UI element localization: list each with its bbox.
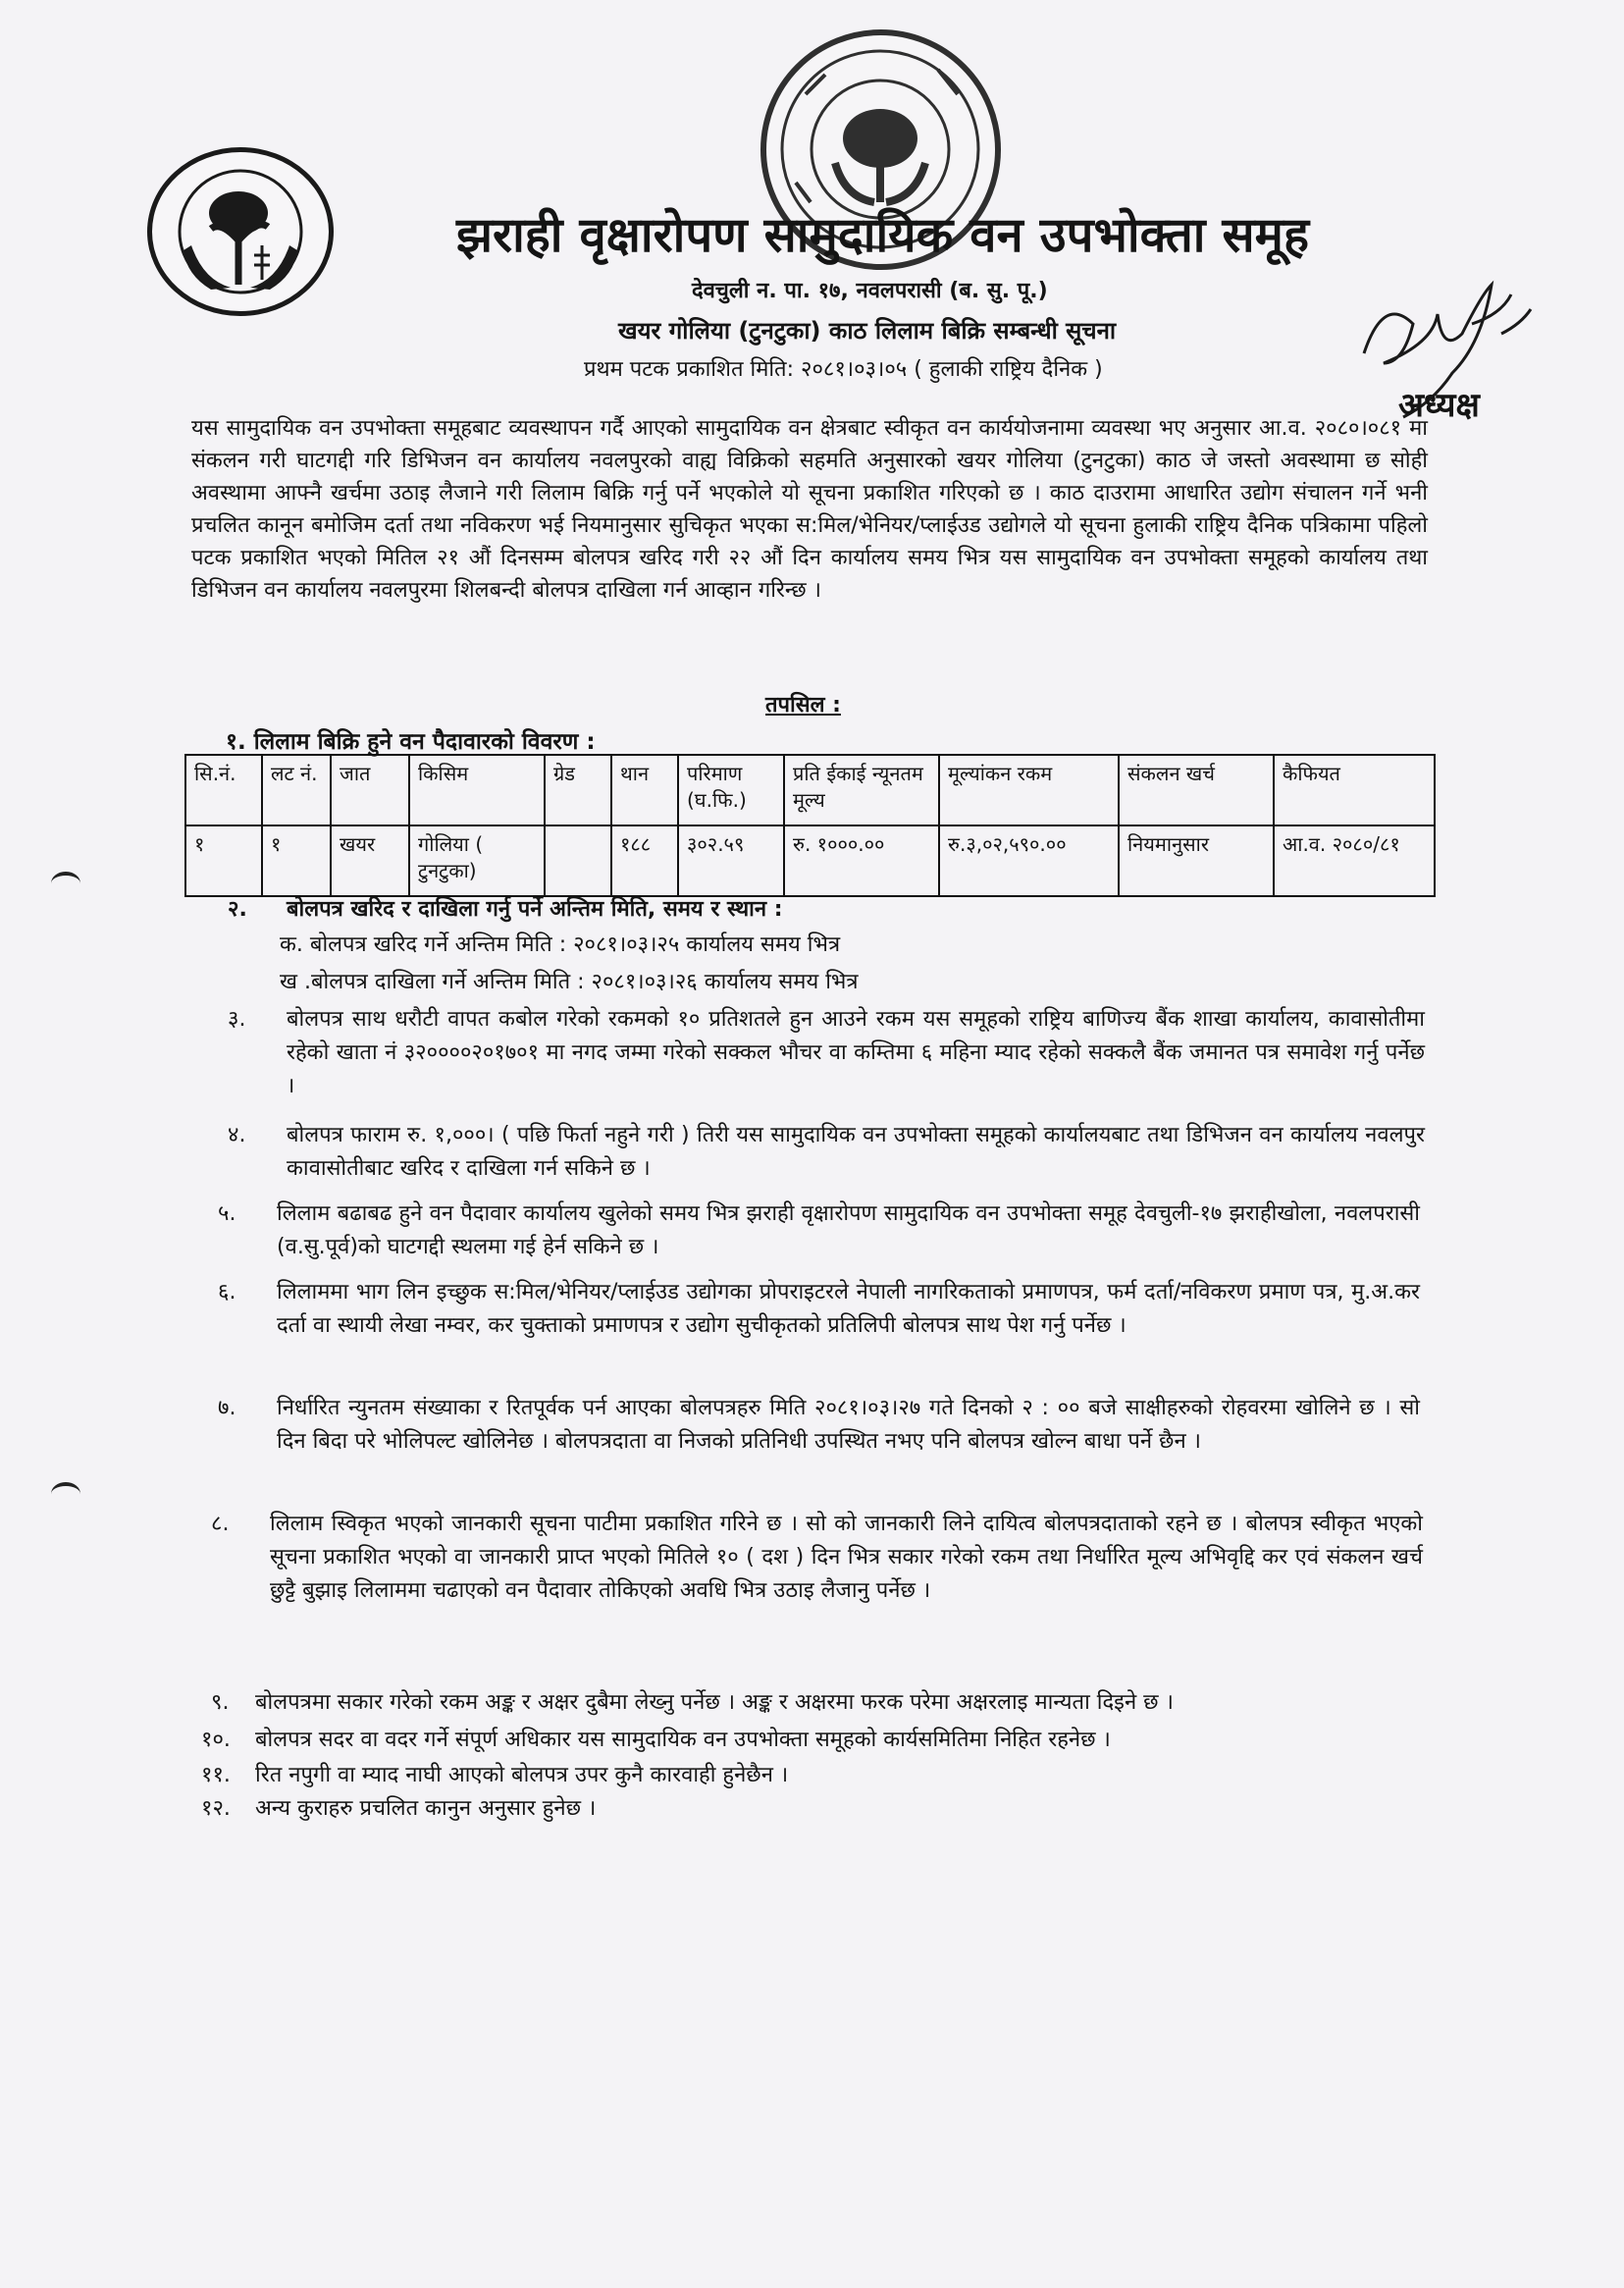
cell-remarks: आ.व. २०८०/८१ [1274,825,1435,896]
cell-serial: १ [185,825,262,896]
item-text: बोलपत्र खरिद र दाखिला गर्नु पर्ने अन्तिम मिति, समय र स्थान : [287,897,783,922]
cell-grade [545,825,611,896]
cell-species: खयर [331,825,409,896]
list-item [218,1276,1425,1376]
list-item [201,1724,1438,1757]
item-number: ३. [228,1007,246,1032]
deadline-submission: ख .बोलपत्र दाखिला गर्ने अन्तिम मिति : २०८१।०३।२६ कार्यालय समय भित्र [280,970,859,994]
table-header-row [185,755,1435,825]
list-item [228,893,1425,927]
table-row [185,825,1435,896]
item-number: ११. [201,1763,231,1787]
col-species: जात [331,755,409,825]
item-number: ८. [211,1512,230,1536]
list-item [218,1197,1425,1264]
col-valuation: मूल्यांकन रकम [939,755,1119,825]
notice-subject: खयर गोलिया (टुनटुका) काठ लिलाम बिक्रि सम्बन्धी सूचना [618,317,1117,345]
col-collection-cost: संकलन खर्च [1119,755,1274,825]
col-remarks: कैफियत [1274,755,1435,825]
col-volume: परिमाण (घ.फि.) [678,755,784,825]
item-text: बोलपत्र फाराम रु. १,०००। ( पछि फिर्ता नहुने गरी ) तिरी यस सामुदायिक वन उपभोक्ता समूहको कार्यालयबाट तथा डिभिजन वन कार्यालय नवलपुर कावासोतीबाट खरिद र दाखिला गर्न सकिने छ । [287,1123,1425,1181]
tree-hands-logo-icon [147,147,334,316]
cell-min-price: रु. १०००.०० [784,825,939,896]
item-number: ५. [218,1201,236,1226]
punch-hole-mark [51,1482,80,1506]
list-item [211,1686,1447,1720]
item-number: ६. [218,1280,236,1304]
item-number: ९. [211,1690,230,1715]
cell-type: गोलिया ( टुनटुका) [409,825,545,896]
item-text: लिलाम बढाबढ हुने वन पैदावार कार्यालय खुलेको समय भित्र झराही वृक्षारोपण सामुदायिक वन उपभोक्ता समूह देवचुली-१७ झराहीखोला, नवलपरासी (व.सु.पूर्व)को घाटगद्दी स्थलमा गई हेर्न सकिने छ । [277,1201,1420,1259]
item-text: अन्य कुराहरु प्रचलित कानुन अनुसार हुनेछ । [255,1796,597,1821]
item-number: ४. [228,1123,246,1147]
cell-lot: १ [262,825,331,896]
signatory-role: अध्यक्ष [1398,386,1480,425]
list-item [201,1792,1438,1826]
item-text: लिलाम स्विकृत भएको जानकारी सूचना पाटीमा प्रकाशित गरिने छ । सो को जानकारी लिने दायित्व बोलपत्रदाताको रहने छ । बोलपत्र स्वीकृत भएको सूचना प्रकाशित भएको वा जानकारी प्राप्त भएको मितिले १० ( दश ) दिन भित्र सकार गरेको रकम तथा निर्धारित मूल्य अभिवृद्दि कर एवं संकलन खर्च छुट्टै बुझाइ लिलाममा चढाएको वन पैदावार तोकिएको अवधि भित्र उठाइ लैजानु पर्नेछ । [270,1512,1423,1603]
item-text: बोलपत्र सदर वा वदर गर्ने संपूर्ण अधिकार यस सामुदायिक वन उपभोक्ता समूहको कार्यसमितिमा निहित रहनेछ । [255,1728,1111,1752]
col-lot: लट नं. [262,755,331,825]
col-grade: ग्रेड [545,755,611,825]
item-number: १०. [201,1728,231,1752]
item-text: बोलपत्रमा सकार गरेको रकम अङ्क र अक्षर दुबैमा लेख्नु पर्नेछ । अङ्क र अक्षरमा फरक परेमा अक्षरलाइ मान्यता दिइने छ । [255,1690,1174,1715]
item-text: लिलाममा भाग लिन इच्छुक स:मिल/भेनियर/प्लाईउड उद्योगका प्रोपराइटरले नेपाली नागरिकताको प्रमाणपत्र, फर्म दर्ता/नविकरण प्रमाण पत्र, मु.अ.कर दर्ता वा स्थायी लेखा नम्वर, कर चुक्ताको प्रमाणपत्र र उद्योग सुचीकृतको प्रतिलिपी बोलपत्र साथ पेश गर्नु पर्नेछ । [277,1280,1420,1338]
section-1-heading: १. लिलाम बिक्रि हुने वन पैदावारको विवरण : [226,729,596,755]
col-pieces: थान [611,755,678,825]
list-item [228,1003,1425,1103]
item-text: रित नपुगी वा म्याद नाघी आएको बोलपत्र उपर कुनै कारवाही हुनेछैन । [255,1763,789,1787]
item-number: ७. [218,1396,236,1420]
group-address: देवचुली न. पा. १७, नवलपरासी (ब. सु. पू.) [692,279,1048,303]
cell-volume: ३०२.५९ [678,825,784,896]
item-number: १२. [201,1796,231,1821]
cell-collection-cost: नियमानुसार [1119,825,1274,896]
list-item [201,1759,1438,1792]
group-title: झराही वृक्षारोपण सामुदायिक वन उपभोक्ता समूह [456,207,1310,263]
item-text: बोलपत्र साथ धरौटी वापत कबोल गरेको रकमको १० प्रतिशतले हुन आउने रकम यस समूहको राष्ट्रिय बाणिज्य बैंक शाखा कार्यालय, कावासोतीमा रहेको खाता नं ३२००००२०१७०१ मा नगद जम्मा गरेको सक्कल भौचर वा कम्तिमा ६ महिना म्याद रहेको सक्कलै बैंक जमानत पत्र समावेश गर्नु पर्नेछ । [287,1007,1425,1098]
intro-paragraph: यस सामुदायिक वन उपभोक्ता समूहबाट व्यवस्थापन गर्दै आएको सामुदायिक वन क्षेत्रबाट स्वीकृत वन कार्ययोजनामा व्यवस्था भए अनुसार आ.व. २०८०।०८१ मा संकलन गरी घाटगद्दी गरि डिभिजन वन कार्यालय नवलपुरको वाह्य विक्रिको सहमति अनुसारको खयर गोलिया (टुनटुका) काठ जे जस्तो अवस्थामा छ सोही अवस्थामा आफ्नै खर्चमा उठाइ लैजाने गरी लिलाम बिक्रि गर्नु पर्ने भएकोले यो सूचना प्रकाशित गरिएको छ । काठ दाउरामा आधारित उद्योग संचालन गर्ने भनी प्रचलित कानून बमोजिम दर्ता तथा नविकरण भई नियमानुसार सुचिकृत भएका स:मिल/भेनियर/प्लाईउड उद्योगले यो सूचना हुलाकी राष्ट्रिय दैनिक पत्रिकामा पहिलो पटक प्रकाशित भएको मितिल २१ औं दिनसम्म बोलपत्र खरिद गरी २२ औं दिन कार्यालय समय भित्र यस सामुदायिक वन उपभोक्ता समूहको कार्यालय तथा डिभिजन वन कार्यालय नवलपुरमा शिलबन्दी बोलपत्र दाखिला गर्न आव्हान गरिन्छ । [191,416,1428,603]
publication-date: प्रथम पटक प्रकाशित मिति: २०८१।०३।०५ ( हुलाकी राष्ट्रिय दैनिक ) [584,357,1103,382]
cell-pieces: १८८ [611,825,678,896]
col-serial: सि.नं. [185,755,262,825]
item-text: निर्धारित न्युनतम संख्याका र रितपूर्वक पर्न आएका बोलपत्रहरु मिति २०८१।०३।२७ गते दिनको २ : ०० बजे साक्षीहरुको रोहवरमा खोलिने छ । सो दिन बिदा परे भोलिपल्ट खोलिनेछ । बोलपत्रदाता वा निजको प्रतिनिधी उपस्थित नभए पनि बोलपत्र खोल्न बाधा पर्ने छैन । [277,1396,1420,1454]
col-type: किसिम [409,755,545,825]
punch-hole-mark [51,872,80,895]
details-heading: तपसिल : [765,693,841,718]
col-min-price: प्रति ईकाई न्यूनतम मूल्य [784,755,939,825]
item-number: २. [228,897,247,922]
list-item [211,1508,1428,1641]
list-item [218,1392,1425,1492]
cell-valuation: रु.३,०२,५९०.०० [939,825,1119,896]
list-item [228,1119,1425,1186]
items-table [184,754,1436,897]
deadline-purchase: क. बोलपत्र खरिद गर्ने अन्तिम मिति : २०८१।०३।२५ कार्यालय समय भित्र [280,932,841,957]
